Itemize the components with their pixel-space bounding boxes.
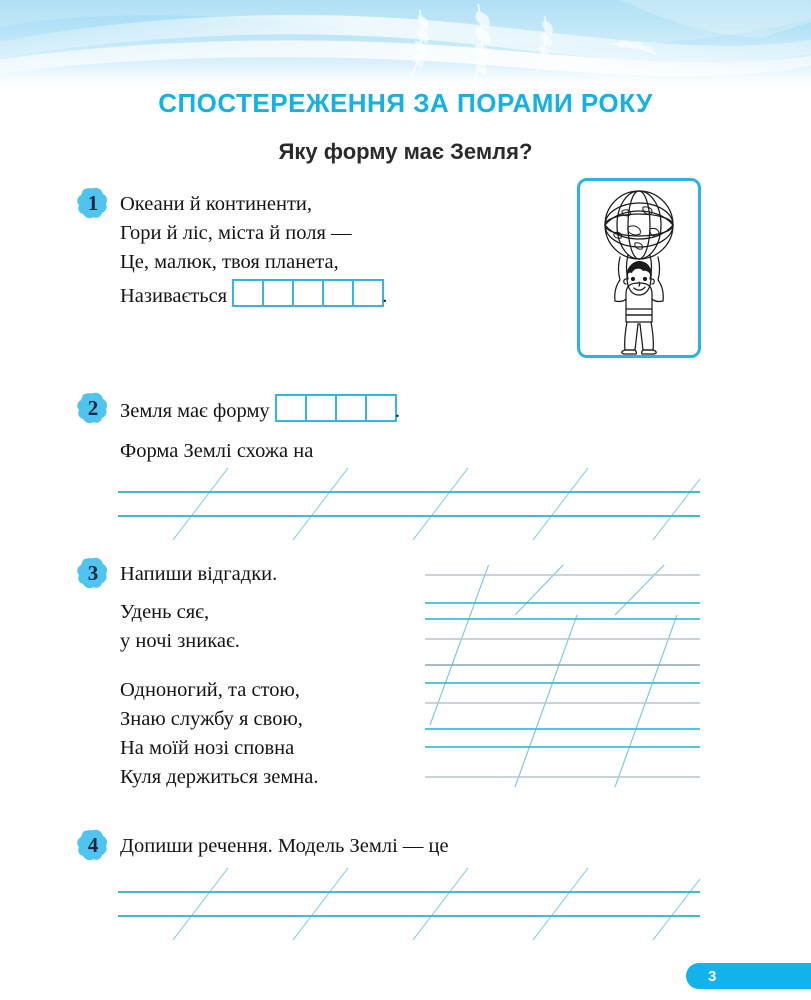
badge-number-4: 4 bbox=[87, 832, 99, 857]
ruled-writing-area[interactable] bbox=[118, 468, 700, 540]
ruled-writing-area[interactable] bbox=[425, 565, 700, 787]
exercise-4-writing-lines[interactable] bbox=[118, 868, 700, 940]
exercise-3-riddle-2-line-2: Знаю службу я свою, bbox=[120, 708, 303, 730]
badge-number-1: 1 bbox=[87, 190, 99, 215]
header-banner bbox=[0, 0, 811, 92]
letter-cell[interactable] bbox=[335, 394, 367, 422]
exercise-2-answer-row bbox=[120, 394, 400, 431]
exercise-1-answer-boxes[interactable] bbox=[232, 279, 382, 316]
letter-cell[interactable] bbox=[275, 394, 307, 422]
badge-number-2: 2 bbox=[87, 395, 99, 420]
exercise-1-poem-line-3: Це, малюк, твоя планета, bbox=[120, 251, 339, 273]
letter-cell[interactable] bbox=[292, 279, 324, 307]
exercise-number-badge-3 bbox=[76, 556, 110, 590]
letter-cell[interactable] bbox=[365, 394, 397, 422]
exercise-number-badge-4 bbox=[76, 828, 110, 862]
exercise-4-instruction: Допиши речення. Модель Землі — це bbox=[120, 835, 449, 857]
boy-holding-globe-icon bbox=[580, 181, 698, 355]
exercise-3-riddle-1-line-2: у ночі зникає. bbox=[120, 630, 240, 652]
letter-cell[interactable] bbox=[322, 279, 354, 307]
exercise-3-riddle-2-line-4: Куля держиться земна. bbox=[120, 766, 319, 788]
illustration-frame bbox=[577, 178, 701, 358]
letter-cell[interactable] bbox=[232, 279, 264, 307]
exercise-2-second-line: Форма Землі схожа на bbox=[120, 440, 314, 462]
exercise-1-answer-prefix: Називається bbox=[120, 285, 228, 307]
exercise-3-riddle-2-line-3: На моїй нозі сповна bbox=[120, 737, 295, 759]
exercise-3-riddle-2-line-1: Одноногий, та стою, bbox=[120, 679, 300, 701]
exercise-3-writing-lines[interactable] bbox=[425, 565, 700, 787]
page-number-badge bbox=[686, 963, 811, 989]
badge-number-3: 3 bbox=[87, 560, 99, 585]
exercise-1-poem-line-1: Океани й континенти, bbox=[120, 193, 313, 215]
exercise-number-badge-1 bbox=[76, 186, 110, 220]
exercise-1-poem-line-2: Гори й ліс, міста й поля — bbox=[120, 222, 352, 244]
exercise-2-answer-boxes[interactable] bbox=[275, 394, 395, 431]
letter-cell[interactable] bbox=[305, 394, 337, 422]
exercise-2-suffix: . bbox=[394, 400, 400, 422]
exercise-1-answer-suffix: . bbox=[382, 285, 388, 307]
page-number: 3 bbox=[708, 967, 717, 985]
exercise-3-instruction: Напиши відгадки. bbox=[120, 563, 278, 585]
letter-cell[interactable] bbox=[262, 279, 294, 307]
exercise-2-prefix: Земля має форму bbox=[120, 400, 270, 422]
page-subtitle: Яку форму має Земля? bbox=[278, 139, 533, 164]
exercise-number-badge-2 bbox=[76, 391, 110, 425]
ruled-writing-area[interactable] bbox=[118, 868, 700, 940]
exercise-1-answer-row bbox=[120, 279, 387, 316]
letter-cell[interactable] bbox=[352, 279, 384, 307]
page-title: СПОСТЕРЕЖЕННЯ ЗА ПОРАМИ РОКУ bbox=[158, 88, 653, 118]
exercise-3-riddle-1-line-1: Удень сяє, bbox=[120, 601, 210, 623]
banner-decoration bbox=[0, 0, 811, 92]
exercise-2-writing-lines[interactable] bbox=[118, 468, 700, 540]
